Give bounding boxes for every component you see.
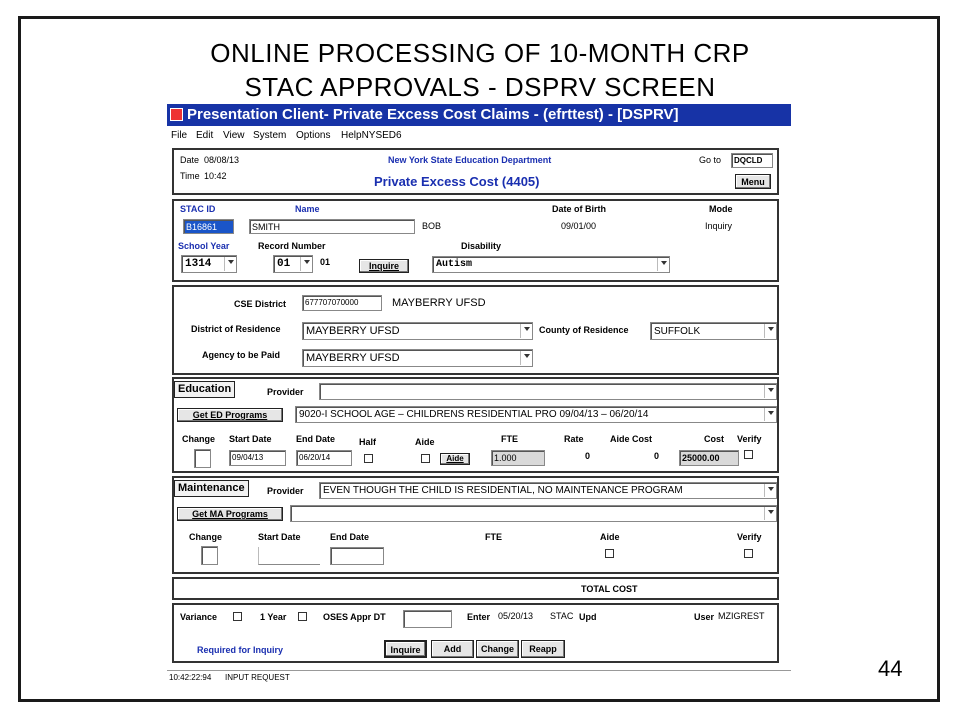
agency-label: Agency to be Paid xyxy=(202,350,281,360)
ma-verify-checkbox[interactable] xyxy=(744,549,753,558)
oses-appr-label: OSES Appr DT xyxy=(323,612,386,622)
upd-label: Upd xyxy=(579,612,597,622)
first-name-value: BOB xyxy=(422,221,442,231)
header-panel xyxy=(172,148,779,195)
dob-value: 09/01/00 xyxy=(561,221,597,231)
county-value: SUFFOLK xyxy=(654,326,701,337)
agency-select[interactable] xyxy=(302,349,533,367)
app-window xyxy=(167,104,791,686)
cse-district-code-input[interactable]: 677707070000 xyxy=(302,295,382,311)
menu-edit[interactable]: Edit xyxy=(196,130,214,141)
residence-district-select[interactable] xyxy=(302,322,533,340)
disability-value: Autism xyxy=(436,259,473,270)
ed-aide-checkbox[interactable] xyxy=(421,454,430,463)
maintenance-provider-label: Provider xyxy=(267,486,304,496)
reapp-button[interactable]: Reapp xyxy=(521,640,565,658)
ed-verify-checkbox[interactable] xyxy=(744,450,753,459)
maintenance-panel xyxy=(172,476,779,574)
one-year-checkbox[interactable] xyxy=(298,612,307,621)
district-panel xyxy=(172,285,779,375)
ed-aide-cost-header: Aide Cost xyxy=(610,434,653,444)
ed-cost-header: Cost xyxy=(704,434,724,444)
school-year-value: 1314 xyxy=(185,258,212,270)
maintenance-provider-value: EVEN THOUGH THE CHILD IS RESIDENTIAL, NO MAINTENANCE PROGRAM xyxy=(323,485,683,496)
ma-start-header: Start Date xyxy=(258,532,301,542)
county-select[interactable] xyxy=(650,322,777,340)
chevron-down-icon xyxy=(524,354,530,358)
time-value: 10:42 xyxy=(204,171,227,181)
ed-rate-header: Rate xyxy=(564,434,584,444)
residence-district-value: MAYBERRY UFSD xyxy=(306,325,400,337)
record-number-value: 01 xyxy=(277,258,291,270)
chevron-down-icon xyxy=(228,260,234,264)
student-panel xyxy=(172,199,779,282)
get-ma-programs-button[interactable]: Get MA Programs xyxy=(177,507,283,521)
menu-file[interactable]: File xyxy=(171,130,188,141)
status-time: 10:42:22:94 xyxy=(169,673,212,682)
education-provider-select[interactable] xyxy=(319,383,777,400)
ma-verify-header: Verify xyxy=(737,532,762,542)
screen-title: Private Excess Cost (4405) xyxy=(374,174,540,189)
user-label: User xyxy=(694,612,715,622)
chevron-down-icon xyxy=(768,411,774,415)
education-provider-label: Provider xyxy=(267,387,304,397)
menu-system[interactable]: System xyxy=(253,130,287,141)
required-note: Required for Inquiry xyxy=(197,645,284,655)
ma-end-date-input[interactable] xyxy=(330,547,384,565)
menubar xyxy=(167,128,791,144)
date-value: 08/08/13 xyxy=(204,155,240,165)
education-panel xyxy=(172,377,779,473)
chevron-down-icon xyxy=(304,260,310,264)
ma-aide-header: Aide xyxy=(600,532,620,542)
ed-aide-header: Aide xyxy=(415,437,435,447)
ma-start-date-input[interactable] xyxy=(258,547,320,565)
menu-options[interactable]: Options xyxy=(296,130,331,141)
variance-checkbox[interactable] xyxy=(233,612,242,621)
ed-half-header: Half xyxy=(359,437,377,447)
department-name: New York State Education Department xyxy=(388,155,552,165)
name-label: Name xyxy=(295,204,320,214)
oses-appr-date-input[interactable] xyxy=(403,610,452,628)
ed-change-input[interactable] xyxy=(194,449,211,468)
chevron-down-icon xyxy=(768,388,774,392)
chevron-down-icon xyxy=(661,261,667,265)
school-year-label: School Year xyxy=(178,241,230,251)
ed-start-date-input[interactable]: 09/04/13 xyxy=(229,450,286,466)
inquire-action-button[interactable]: Inquire xyxy=(384,640,427,658)
ed-change-header: Change xyxy=(182,434,216,444)
county-label: County of Residence xyxy=(539,325,629,335)
ed-fte-header: FTE xyxy=(501,434,518,444)
menu-button[interactable]: Menu xyxy=(735,174,771,189)
chevron-down-icon xyxy=(524,327,530,331)
add-button[interactable]: Add xyxy=(431,640,474,658)
school-year-select[interactable] xyxy=(181,255,237,273)
status-message: INPUT REQUEST xyxy=(225,673,290,682)
status-bar xyxy=(167,670,791,685)
education-program-select[interactable] xyxy=(295,406,777,423)
menu-view[interactable]: View xyxy=(223,130,245,141)
ed-half-checkbox[interactable] xyxy=(364,454,373,463)
ed-aide-cost-value: 0 xyxy=(654,451,660,461)
ed-start-header: Start Date xyxy=(229,434,272,444)
disability-label: Disability xyxy=(461,241,502,251)
goto-input[interactable]: DQCLD xyxy=(731,153,773,168)
window-title: Presentation Client- Private Excess Cost Claims - (efrttest) - [DSPRV] xyxy=(187,106,679,123)
user-value: MZIGREST xyxy=(718,611,765,621)
slide-title-line1: ONLINE PROCESSING OF 10-MONTH CRP xyxy=(210,38,750,68)
cse-district-name: MAYBERRY UFSD xyxy=(392,297,486,309)
maintenance-provider-select[interactable] xyxy=(319,482,777,499)
variance-label: Variance xyxy=(180,612,218,622)
ed-cost-value: 25000.00 xyxy=(679,450,739,466)
menu-help[interactable]: HelpNYSED6 xyxy=(341,130,402,141)
agency-value: MAYBERRY UFSD xyxy=(306,352,400,364)
ma-aide-checkbox[interactable] xyxy=(605,549,614,558)
ma-end-header: End Date xyxy=(330,532,370,542)
ma-change-header: Change xyxy=(189,532,223,542)
get-ed-programs-button[interactable]: Get ED Programs xyxy=(177,408,283,422)
ed-end-header: End Date xyxy=(296,434,336,444)
record-number-select[interactable] xyxy=(273,255,313,273)
one-year-label: 1 Year xyxy=(260,612,287,622)
disability-select[interactable] xyxy=(432,256,670,273)
enter-date-value: 05/20/13 xyxy=(498,611,534,621)
inquire-button[interactable]: Inquire xyxy=(359,259,409,273)
chevron-down-icon xyxy=(768,510,774,514)
stac-id-input[interactable]: B16861 xyxy=(183,219,234,234)
cse-district-label: CSE District xyxy=(234,299,287,309)
stac-label: STAC xyxy=(550,611,574,621)
residence-district-label: District of Residence xyxy=(191,324,281,334)
app-icon[interactable] xyxy=(170,108,183,121)
date-label: Date xyxy=(180,155,200,165)
last-name-input[interactable]: SMITH xyxy=(249,219,415,234)
ed-rate-value: 0 xyxy=(585,451,591,461)
total-cost-panel xyxy=(172,577,779,600)
ma-fte-header: FTE xyxy=(485,532,502,542)
change-button[interactable]: Change xyxy=(476,640,519,658)
mode-label: Mode xyxy=(709,204,733,214)
maintenance-program-select[interactable] xyxy=(290,505,777,522)
dob-label: Date of Birth xyxy=(552,204,606,214)
mode-value: Inquiry xyxy=(705,221,733,231)
ed-verify-header: Verify xyxy=(737,434,762,444)
chevron-down-icon xyxy=(768,487,774,491)
ed-end-date-input[interactable]: 06/20/14 xyxy=(296,450,352,466)
record-number-text: 01 xyxy=(320,257,331,267)
education-program-value: 9020-I SCHOOL AGE – CHILDRENS RESIDENTIAL PRO 09/04/13 – 06/20/14 xyxy=(299,409,649,420)
ed-fte-input[interactable]: 1.000 xyxy=(491,450,545,466)
footer-panel xyxy=(172,603,779,663)
record-number-label: Record Number xyxy=(258,241,326,251)
enter-label: Enter xyxy=(467,612,491,622)
window-titlebar xyxy=(167,104,791,126)
slide-title-line2: STAC APPROVALS - DSPRV SCREEN xyxy=(244,72,716,102)
ma-change-input[interactable] xyxy=(201,546,218,565)
ed-aide-button[interactable]: Aide xyxy=(440,453,470,465)
chevron-down-icon xyxy=(768,327,774,331)
education-section-label: Education xyxy=(174,381,235,398)
goto-label: Go to xyxy=(699,155,722,165)
stac-id-label: STAC ID xyxy=(180,204,216,214)
time-label: Time xyxy=(180,171,200,181)
maintenance-section-label: Maintenance xyxy=(174,480,249,497)
page-number: 44 xyxy=(878,656,903,681)
total-cost-label: TOTAL COST xyxy=(581,584,638,594)
